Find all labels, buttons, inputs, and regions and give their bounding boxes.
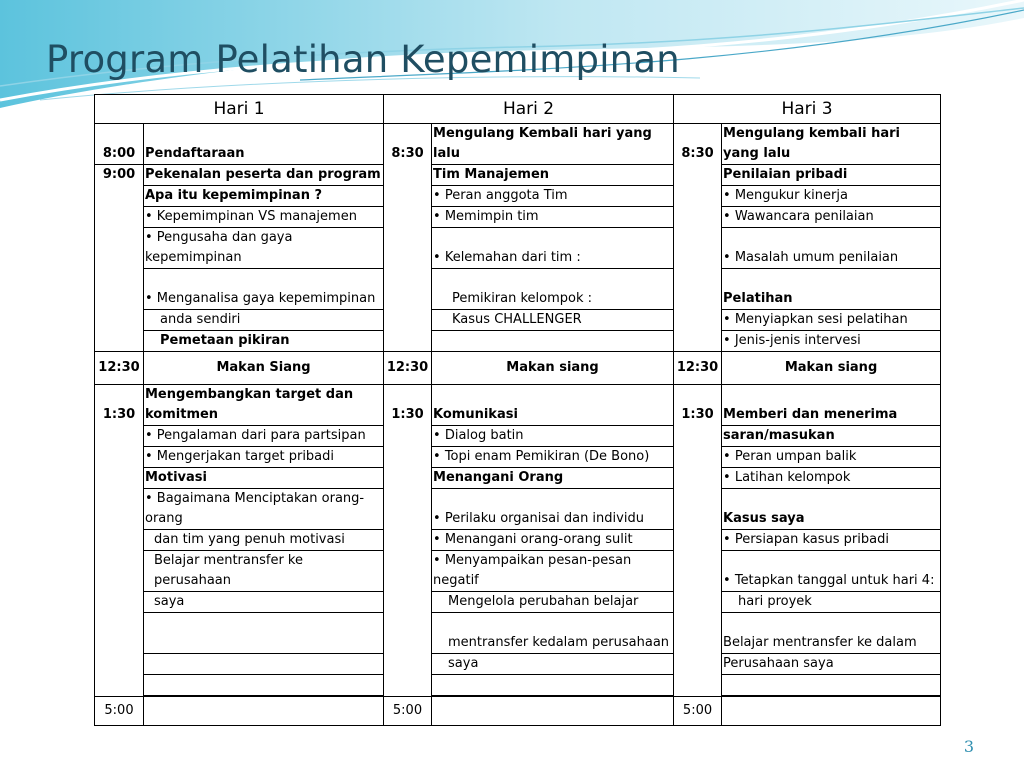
session-cell: • Pengusaha dan gaya kepemimpinan (144, 228, 384, 269)
session-cell: Perusahaan saya (722, 654, 941, 675)
session-cell: • Memimpin tim (432, 207, 674, 228)
session-cell: Menangani Orang (432, 468, 674, 489)
session-cell: • Perilaku organisai dan individu (432, 489, 674, 530)
table-header-row (95, 95, 941, 124)
end-row (95, 697, 941, 726)
session-cell: • Peran umpan balik (722, 447, 941, 468)
session-cell: • Menangani orang-orang sulit (432, 530, 674, 551)
empty-cell (144, 675, 384, 696)
session-cell: Mengulang Kembali hari yang lalu (432, 124, 674, 165)
session-cell: Penilaian pribadi (722, 165, 941, 186)
time-cell: 8:30 (384, 124, 432, 352)
table-row (95, 530, 941, 551)
session-cell: • Kelemahan dari tim : (432, 228, 674, 269)
session-cell: • Menyampaikan pesan-pesan negatif (432, 551, 674, 592)
session-cell: • Kepemimpinan VS manajemen (144, 207, 384, 228)
session-cell: Komunikasi (432, 385, 674, 426)
empty-cell (144, 613, 384, 654)
session-cell: Pemetaan pikiran (144, 331, 384, 352)
session-cell: Mengelola perubahan belajar (432, 592, 674, 613)
table-row (95, 165, 941, 186)
table-row (95, 207, 941, 228)
table-row (95, 310, 941, 331)
session-cell: • Mengukur kinerja (722, 186, 941, 207)
table-row (95, 447, 941, 468)
table-row (95, 675, 941, 696)
lunch-cell: Makan siang (432, 352, 674, 385)
header-day-3: Hari 3 (674, 95, 941, 124)
session-cell: • Menganalisa gaya kepemimpinan (144, 269, 384, 310)
session-cell: • Tetapkan tanggal untuk hari 4: (722, 551, 941, 592)
session-cell: • Mengerjakan target pribadi (144, 447, 384, 468)
time-cell: 8:00 (95, 124, 144, 165)
session-cell: • Persiapan kasus pribadi (722, 530, 941, 551)
empty-cell (144, 697, 384, 726)
session-cell: • Dialog batin (432, 426, 674, 447)
session-cell: Pendaftaraan (144, 124, 384, 165)
session-cell: Motivasi (144, 468, 384, 489)
time-cell: 5:00 (674, 697, 722, 726)
session-cell: Memberi dan menerima (722, 385, 941, 426)
session-cell: saya (432, 654, 674, 675)
table-row (95, 551, 941, 592)
empty-cell (432, 697, 674, 726)
empty-cell (144, 654, 384, 675)
session-cell: • Topi enam Pemikiran (De Bono) (432, 447, 674, 468)
session-cell: Pemikiran kelompok : (432, 269, 674, 310)
session-cell: • Pengalaman dari para partsipan (144, 426, 384, 447)
page-number: 3 (963, 737, 974, 756)
empty-cell (722, 697, 941, 726)
table-row (95, 331, 941, 352)
session-cell: Tim Manajemen (432, 165, 674, 186)
table-row (95, 426, 941, 447)
table-row (95, 654, 941, 675)
lunch-row (95, 352, 941, 385)
table-row (95, 385, 941, 426)
schedule-table (94, 94, 941, 726)
header-day-1: Hari 1 (95, 95, 384, 124)
session-cell: Belajar mentransfer ke dalam (722, 613, 941, 654)
session-cell: anda sendiri (144, 310, 384, 331)
table-row (95, 269, 941, 310)
session-cell: Mengulang kembali hari yang lalu (722, 124, 941, 165)
session-cell: Kasus saya (722, 489, 941, 530)
session-cell: Mengembangkan target dan komitmen (144, 385, 384, 426)
session-cell: Apa itu kepemimpinan ? (144, 186, 384, 207)
empty-cell (722, 675, 941, 696)
session-cell: saran/masukan (722, 426, 941, 447)
session-cell: saya (144, 592, 384, 613)
session-cell: hari proyek (722, 592, 941, 613)
header-day-2: Hari 2 (384, 95, 674, 124)
session-cell: • Peran anggota Tim (432, 186, 674, 207)
time-cell: 12:30 (384, 352, 432, 385)
time-cell: 5:00 (384, 697, 432, 726)
session-cell: mentransfer kedalam perusahaan (432, 613, 674, 654)
empty-cell (432, 675, 674, 696)
session-cell: dan tim yang penuh motivasi (144, 530, 384, 551)
session-cell: Pekenalan peserta dan program (144, 165, 384, 186)
table-row (95, 489, 941, 530)
session-cell: Pelatihan (722, 269, 941, 310)
empty-cell (432, 331, 674, 352)
session-cell: • Wawancara penilaian (722, 207, 941, 228)
time-cell: 8:30 (674, 124, 722, 352)
time-cell: 1:30 (95, 385, 144, 697)
session-cell: Belajar mentransfer ke perusahaan (144, 551, 384, 592)
lunch-cell: Makan Siang (144, 352, 384, 385)
session-cell: Kasus CHALLENGER (432, 310, 674, 331)
time-cell: 1:30 (384, 385, 432, 697)
time-cell: 12:30 (95, 352, 144, 385)
table-row (95, 124, 941, 165)
session-cell: • Latihan kelompok (722, 468, 941, 489)
time-cell: 9:00 (95, 165, 144, 352)
time-cell: 12:30 (674, 352, 722, 385)
table-row (95, 592, 941, 613)
table-row (95, 186, 941, 207)
session-cell: • Bagaimana Menciptakan orang-orang (144, 489, 384, 530)
session-cell: • Menyiapkan sesi pelatihan (722, 310, 941, 331)
lunch-cell: Makan siang (722, 352, 941, 385)
session-cell: • Masalah umum penilaian (722, 228, 941, 269)
time-cell: 1:30 (674, 385, 722, 697)
slide-title: Program Pelatihan Kepemimpinan (46, 38, 680, 81)
table-row (95, 228, 941, 269)
time-cell: 5:00 (95, 697, 144, 726)
session-cell: • Jenis-jenis intervesi (722, 331, 941, 352)
table-row (95, 613, 941, 654)
table-row (95, 468, 941, 489)
